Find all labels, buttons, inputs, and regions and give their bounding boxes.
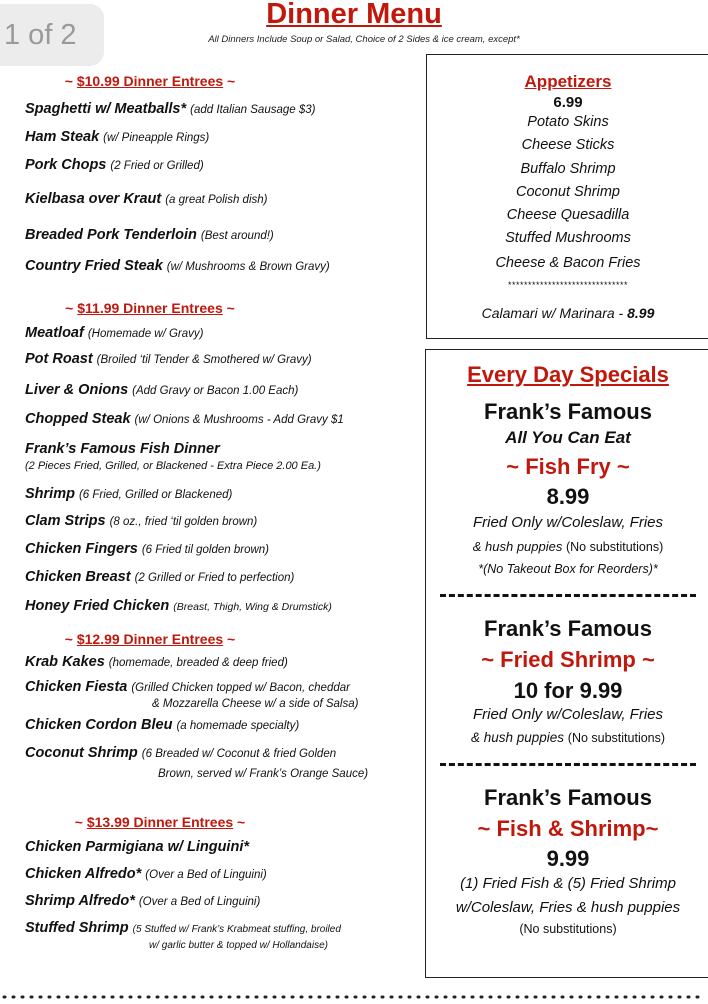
special-heading: Frank’s Famous [484,616,652,641]
menu-item-description: & Mozzarella Cheese w/ a side of Salsa) [152,698,359,710]
menu-item: Kielbasa over Kraut (a great Polish dish) [25,191,268,207]
menu-item: Clam Strips (8 oz., fried ‘til golden brown) [25,513,258,529]
special-note: (No substitutions) [519,922,617,936]
menu-item: Chicken Breast (2 Grilled or Fried to perfection) [25,569,295,585]
menu-item: Shrimp (6 Fried, Grilled or Blackened) [25,486,233,502]
page-indicator: 1 of 2 [0,4,104,66]
menu-item: Spaghetti w/ Meatballs* (add Italian Sausage $3) [25,101,316,117]
menu-item: Chicken Alfredo* (Over a Bed of Linguini) [25,866,267,882]
menu-item: Liver & Onions (Add Gravy or Bacon 1.00 Each) [25,382,299,398]
special-name: ~ Fried Shrimp ~ [481,647,655,672]
special-divider [440,594,696,597]
section-header-1299: ~ $12.99 Dinner Entrees ~ [64,631,236,647]
menu-item: Chicken Fiesta (Grilled Chicken topped w/ Bacon, cheddar [25,679,350,695]
menu-item: Country Fried Steak (w/ Mushrooms & Brown Gravy) [25,258,330,274]
menu-item-description: Brown, served w/ Frank’s Orange Sauce) [158,768,369,780]
special-subheading: All You Can Eat [505,428,631,447]
appetizers-title: Appetizers [524,72,612,91]
appetizer-item: Coconut Shrimp [516,184,620,200]
menu-subtitle: All Dinners Include Soup or Salad, Choice of 2 Sides & ice cream, except* [208,34,520,45]
menu-item: Chicken Parmigiana w/ Linguini* [25,839,249,855]
special-price: 10 for 9.99 [513,678,623,703]
special-price: 9.99 [546,846,590,871]
calamari-item: Calamari w/ Marinara - 8.99 [481,305,655,321]
special-description: & hush puppies (No substitutions) [470,730,666,745]
menu-item-description: w/ garlic butter & topped w/ Hollandaise) [149,940,328,951]
menu-item: Honey Fried Chicken (Breast, Thigh, Wing & Drumstick) [25,598,332,614]
menu-item: Meatloaf (Homemade w/ Gravy) [25,325,204,341]
menu-item: Pork Chops (2 Fried or Grilled) [25,157,204,173]
special-price: 8.99 [546,484,590,509]
appetizer-item: Stuffed Mushrooms [505,230,631,246]
menu-item: Krab Kakes (homemade, breaded & deep fried) [25,654,288,670]
special-description: w/Coleslaw, Fries & hush puppies [455,899,681,916]
section-header-1099: ~ $10.99 Dinner Entrees ~ [64,73,236,89]
appetizer-item: Cheese Quesadilla [506,207,630,223]
special-description: Fried Only w/Coleslaw, Fries [472,706,664,723]
special-divider [440,763,696,766]
appetizers-price: 6.99 [553,94,583,111]
section-header-1199: ~ $11.99 Dinner Entrees ~ [65,300,235,316]
special-description: (1) Fried Fish & (5) Fried Shrimp [460,875,676,892]
menu-item: Ham Steak (w/ Pineapple Rings) [25,129,210,145]
appetizer-item: Cheese & Bacon Fries [495,255,641,271]
page-separator [0,994,708,1000]
special-name: ~ Fish & Shrimp~ [477,816,659,841]
appetizer-item: Buffalo Shrimp [520,161,616,177]
special-note: *(No Takeout Box for Reorders)* [478,562,658,576]
page-title: Dinner Menu [266,0,442,30]
menu-item: Frank’s Famous Fish Dinner [25,441,220,457]
appetizers-separator: ****************************** [507,280,629,290]
special-description: & hush puppies (No substitutions) [472,539,664,554]
menu-item: Breaded Pork Tenderloin (Best around!) [25,227,274,243]
special-description: Fried Only w/Coleslaw, Fries [472,514,664,531]
menu-item: Coconut Shrimp (6 Breaded w/ Coconut & fried Golden [25,745,337,761]
special-name: ~ Fish Fry ~ [506,454,630,479]
menu-item: Chicken Cordon Bleu (a homemade specialty) [25,717,300,733]
menu-item: Shrimp Alfredo* (Over a Bed of Linguini) [25,893,261,909]
menu-item: Chicken Fingers (6 Fried til golden brown) [25,541,270,557]
special-heading: Frank’s Famous [484,399,652,424]
special-heading: Frank’s Famous [484,785,652,810]
specials-title: Every Day Specials [467,362,669,387]
menu-item: Chopped Steak (w/ Onions & Mushrooms - Add Gravy $1 [25,411,344,427]
menu-item: Stuffed Shrimp (5 Stuffed w/ Frank’s Krabmeat stuffing, broiled [25,920,341,936]
section-header-1399: ~ $13.99 Dinner Entrees ~ [74,814,246,830]
appetizer-item: Potato Skins [527,114,609,130]
menu-item-description: (2 Pieces Fried, Grilled, or Blackened - Extra Piece 2.00 Ea.) [25,460,321,472]
menu-item: Pot Roast (Broiled ‘til Tender & Smothered w/ Gravy) [25,351,312,367]
appetizer-item: Cheese Sticks [521,137,615,153]
